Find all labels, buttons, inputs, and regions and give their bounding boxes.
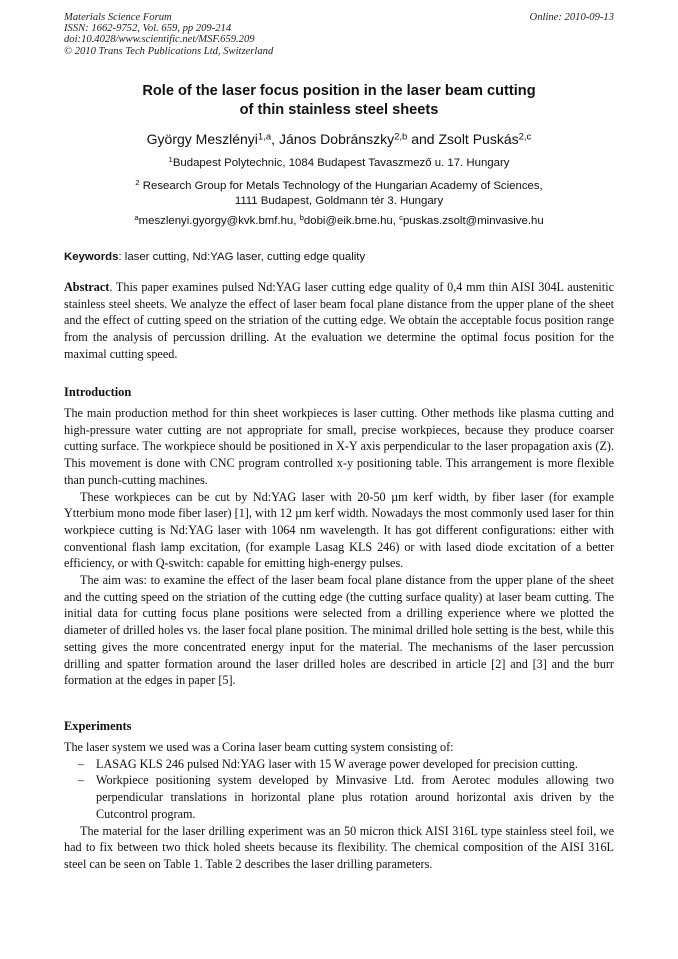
list-item-text: LASAG KLS 246 pulsed Nd:YAG laser with 15 W average power developed for precision cutting. (96, 756, 578, 771)
author-list: György Meszlényi$^{1,a}$, János Dobránszky$^{2,b}$ and Zsolt Puskás$^{2,c}$ (146, 131, 532, 147)
experiments-body (64, 739, 614, 873)
issn-line: ISSN: 1662-9752, Vol. 659, pp 209-214 (64, 23, 232, 35)
email-link[interactable]: meszlenyi.gyorgy@kvk.bmf.hu, (138, 215, 297, 227)
list-item (64, 756, 614, 773)
email-list (64, 214, 614, 229)
equipment-list (64, 756, 614, 823)
affiliation-sup: 2 (135, 178, 140, 188)
email-link[interactable]: dobi@eik.bme.hu, (303, 215, 396, 227)
doi-line[interactable]: doi:10.4028/www.scientific.net/MSF.659.209 (64, 34, 255, 46)
author-name: Zsolt Puskás (438, 131, 519, 147)
title-line-2: of thin stainless steel sheets (239, 102, 439, 118)
email-sup: c (399, 213, 403, 223)
online-date: Online: 2010-09-13 (529, 12, 614, 23)
paragraph: The laser system we used was a Corina laser beam cutting system consisting of: (64, 740, 454, 754)
paragraph: The main production method for thin sheet workpieces is laser cutting. Other methods like plasma cutting and high-pressure water cutting are not appropriate for small, precise workpieces, because they produce coarser cutting surface. The workpiece should be positioned in X-Y axis perpendicular to the laser propagation axis (Z). This movement is done with CNC program controlled x-y positioning table. This arrangement is more flexible than punch-cutting machines. (64, 406, 614, 487)
paragraph: The material for the laser drilling experiment was an 50 micron thick AISI 316L type stainless steel foil, we had to fix between two thick holed sheets because its flexibility. The chemical composition of the AISI 316L steel can be seen on Table 1. Table 2 describes the laser drilling parameters. (64, 823, 614, 871)
journal-header (64, 12, 614, 57)
abstract (64, 279, 614, 363)
section-heading-introduction: Introduction (64, 385, 132, 399)
affiliation-text: Budapest Polytechnic, 1084 Budapest Tavaszmező u. 17. Hungary (172, 157, 510, 169)
affiliation-sup: 1 (168, 155, 173, 165)
author-name: János Dobránszky (278, 131, 395, 147)
list-item-text: Workpiece positioning system developed by Minvasive Ltd. from Aerotec modules allowing two perpendicular translations in horizontal plane plus rotation around horizontal axis driven by the Cutcontrol program. (96, 773, 614, 821)
section-heading-experiments: Experiments (64, 719, 132, 733)
author-name: György Meszlényi (146, 131, 258, 147)
paragraph: These workpieces can be cut by Nd:YAG laser with 20-50 µm kerf width, by fiber laser (for example Ytterbium mono mode fiber laser) [1], with 12 µm kerf width. Nowadays the most commonly used laser for thin workpiece cutting is Nd:YAG laser with 1064 nm wavelength. It has got different configurations: either with conventional flash lamp excitation, (for example Lasag KLS 246) or with lased diode excitation of a better efficiency, or with Q-switch: capable for emitting high-energy pulses. (64, 489, 614, 571)
introduction-body (64, 405, 614, 689)
keywords-label: Keywords (64, 251, 119, 263)
keywords-line (64, 250, 614, 265)
paper-title (64, 82, 614, 120)
affiliation-address: 1111 Budapest, Goldmann tér 3. Hungary (234, 195, 444, 207)
dash-bullet: – (78, 773, 85, 788)
email-sup: a (134, 213, 139, 223)
journal-name: Materials Science Forum (64, 12, 172, 23)
author-sup: 2,c (518, 131, 532, 143)
abstract-label: Abstract (64, 280, 110, 294)
paragraph: The aim was: to examine the effect of the laser beam focal plane distance from the upper plane of the sheet and the cutting speed on the striation of the cutting edge (the cutting surface quality) at laser beam cutting. The initial data for cutting focus plane positions were selected from a drilling experience where we plotted the diameter of drilled holes vs. the laser focal plane position. The minimal drilled hole setting is the best, while this setting gives the more concentrated energy input for the material. The mechanisms of the laser percussion drilling and spatter formation around the laser drilled holes are described in article [2] and [3] and the burr formation at the edges in paper [5]. (64, 573, 614, 688)
affiliation-text: Research Group for Metals Technology of the Hungarian Academy of Sciences, (142, 180, 543, 192)
author-sup: 1,a (257, 131, 272, 143)
abstract-text: . This paper examines pulsed Nd:YAG laser cutting edge quality of 0,4 mm thin AISI 304L austenitic stainless steel sheets. We analyze the effect of laser beam focal plane distance from the upper plane of the sheet and the effect of cutting speed on the striation of the cutting edge. We obtain the acceptable focus position range from the analysis of percussion drilling. At the evaluation we determine the optimal focus position for the maximal cutting speed. (64, 280, 614, 361)
list-item (64, 772, 614, 822)
email-link[interactable]: puskas.zsolt@minvasive.hu (402, 215, 544, 227)
affiliation-2 (64, 179, 614, 209)
email-sup: b (299, 213, 304, 223)
title-line-1: Role of the laser focus position in the laser beam cutting (142, 83, 536, 99)
dash-bullet: – (78, 756, 85, 771)
keywords-text: : laser cutting, Nd:YAG laser, cutting edge quality (118, 251, 366, 263)
author-sup: 2,b (394, 131, 408, 143)
copyright-line: © 2010 Trans Tech Publications Ltd, Switzerland (64, 45, 274, 57)
affiliation-1 (64, 156, 614, 171)
